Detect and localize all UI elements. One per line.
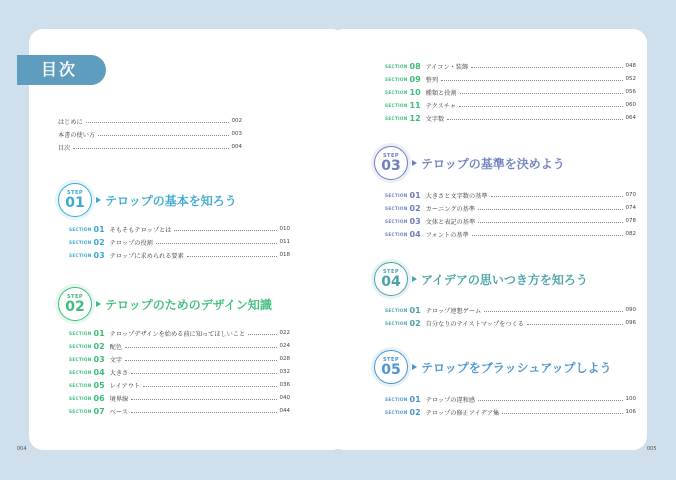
section-number: 01 <box>409 394 421 404</box>
entry-page: 003 <box>231 131 242 137</box>
leader-dots <box>131 412 277 413</box>
section-page: 040 <box>279 395 290 401</box>
leader-dots <box>459 106 623 107</box>
toc-entry[interactable] <box>58 129 242 139</box>
toc-entry[interactable] <box>69 406 290 416</box>
entry-page: 002 <box>231 118 242 124</box>
section-page: 036 <box>279 382 290 388</box>
triangle-icon <box>96 197 101 203</box>
step-title: アイデアの思いつき方を知ろう <box>421 272 588 287</box>
page-number-right: 005 <box>647 446 657 452</box>
leader-dots <box>86 122 229 123</box>
entry-label: 本書の使い方 <box>58 131 96 139</box>
section-title: テロップに求められる要素 <box>109 252 184 260</box>
section-title: 配色 <box>109 343 123 351</box>
leader-dots <box>447 119 622 120</box>
leader-dots <box>472 235 623 236</box>
section-number: 01 <box>409 305 421 315</box>
section-title: レイアウト <box>109 382 141 390</box>
toc-entry[interactable] <box>58 142 242 152</box>
triangle-icon <box>412 364 417 370</box>
toc-entry[interactable] <box>385 394 636 404</box>
section-label: SECTION <box>385 76 408 82</box>
section-number: 09 <box>409 74 421 84</box>
section-label: SECTION <box>385 205 408 211</box>
section-label: SECTION <box>385 320 408 326</box>
step-number: 05 <box>381 362 401 378</box>
step-title: テロップのためのデザイン知識 <box>105 297 272 312</box>
step-label: STEP <box>382 357 400 363</box>
section-page: 010 <box>279 226 290 232</box>
section-number: 02 <box>409 203 421 213</box>
toc-entry[interactable] <box>69 393 290 403</box>
section-label: SECTION <box>385 192 408 198</box>
section-page: 011 <box>279 239 290 245</box>
section-title: 種類と役割 <box>425 89 457 97</box>
leader-dots <box>248 334 276 335</box>
leader-dots <box>174 230 276 231</box>
toc-entry[interactable] <box>385 203 636 213</box>
section-number: 12 <box>409 113 421 123</box>
section-title: テロップデザインを始める前に知ってほしいこと <box>109 330 246 338</box>
section-page: 018 <box>279 252 290 258</box>
triangle-icon <box>412 276 417 282</box>
step-badge <box>374 146 408 180</box>
step-heading <box>374 146 565 180</box>
section-number: 02 <box>93 341 105 351</box>
section-number: 03 <box>93 354 105 364</box>
leader-dots <box>484 311 622 312</box>
section-number: 07 <box>93 406 105 416</box>
leader-dots <box>187 256 277 257</box>
toc-entry[interactable] <box>385 190 636 200</box>
toc-entry[interactable] <box>58 116 242 126</box>
leader-dots <box>478 400 622 401</box>
toc-entry[interactable] <box>385 407 636 417</box>
toc-entry[interactable] <box>385 318 636 328</box>
leader-dots <box>478 209 622 210</box>
section-number: 03 <box>93 250 105 260</box>
step-label: STEP <box>66 190 84 196</box>
leader-dots <box>478 222 622 223</box>
section-page: 052 <box>625 76 636 82</box>
section-title: ベース <box>109 408 128 416</box>
toc-entry[interactable] <box>69 224 290 234</box>
toc-entry[interactable] <box>69 237 290 247</box>
section-title: カーニングの基準 <box>425 205 476 213</box>
toc-entry[interactable] <box>385 229 636 239</box>
section-number: 11 <box>409 100 421 110</box>
section-page: 032 <box>279 369 290 375</box>
leader-dots <box>125 347 276 348</box>
section-title: そもそもテロップとは <box>109 226 172 234</box>
section-page: 024 <box>279 343 290 349</box>
section-page: 096 <box>625 320 636 326</box>
step-badge <box>374 350 408 384</box>
toc-entry[interactable] <box>385 61 636 71</box>
section-title: 大きさ <box>109 369 129 377</box>
section-number: 03 <box>409 216 421 226</box>
page-title: 目次 <box>17 55 106 85</box>
step-heading <box>374 350 611 384</box>
section-label: SECTION <box>69 408 92 414</box>
section-title: テクスチャ <box>425 102 456 110</box>
section-title: テロップ連想ゲーム <box>425 307 482 315</box>
section-page: 074 <box>625 205 636 211</box>
section-label: SECTION <box>69 330 92 336</box>
leader-dots <box>502 413 622 414</box>
section-label: SECTION <box>69 252 92 258</box>
section-page: 028 <box>279 356 290 362</box>
section-page: 106 <box>625 409 636 415</box>
step-heading <box>58 287 272 321</box>
leader-dots <box>156 243 277 244</box>
step-label: STEP <box>66 294 84 300</box>
section-label: SECTION <box>385 307 408 313</box>
step-badge <box>374 262 408 296</box>
section-number: 01 <box>409 190 421 200</box>
toc-entry[interactable] <box>385 216 636 226</box>
section-title: テロップの違和感 <box>425 396 476 404</box>
leader-dots <box>491 196 623 197</box>
page-number-left: 004 <box>17 446 27 452</box>
section-label: SECTION <box>69 239 92 245</box>
section-page: 090 <box>625 307 636 313</box>
section-title: テロップの修正アイデア集 <box>425 409 500 417</box>
leader-dots <box>460 93 623 94</box>
section-number: 05 <box>93 380 105 390</box>
step-number: 04 <box>381 274 401 290</box>
section-number: 02 <box>409 318 421 328</box>
leader-dots <box>131 399 276 400</box>
step-title: テロップの基準を決めよう <box>421 156 565 171</box>
toc-entry[interactable] <box>69 328 290 338</box>
entry-label: 目次 <box>58 144 71 152</box>
step-number: 01 <box>65 195 85 211</box>
leader-dots <box>143 386 276 387</box>
leader-dots <box>125 360 276 361</box>
section-label: SECTION <box>69 226 92 232</box>
leader-dots <box>73 148 228 149</box>
section-page: 082 <box>625 231 636 237</box>
section-label: SECTION <box>69 369 92 375</box>
toc-entry[interactable] <box>385 305 636 315</box>
section-label: SECTION <box>385 115 408 121</box>
section-number: 01 <box>93 328 105 338</box>
toc-entry[interactable] <box>385 74 636 84</box>
section-label: SECTION <box>385 218 408 224</box>
section-title: 文字 <box>109 356 123 364</box>
section-title: 整列 <box>425 76 439 84</box>
section-number: 02 <box>409 407 421 417</box>
leader-dots <box>98 135 228 136</box>
toc-entry[interactable] <box>69 354 290 364</box>
toc-entry[interactable] <box>69 341 290 351</box>
section-title: アイコン・装飾 <box>425 63 469 71</box>
step-label: STEP <box>382 269 400 275</box>
section-number: 04 <box>409 229 421 239</box>
section-page: 070 <box>625 192 636 198</box>
toc-entry[interactable] <box>69 380 290 390</box>
section-number: 01 <box>93 224 105 234</box>
entry-page: 004 <box>231 144 242 150</box>
toc-entry[interactable] <box>385 87 636 97</box>
section-title: テロップの役割 <box>109 239 153 247</box>
step-title: テロップの基本を知ろう <box>105 193 237 208</box>
step-heading <box>58 183 237 217</box>
step-title: テロップをブラッシュアップしよう <box>421 360 612 375</box>
section-page: 100 <box>625 396 636 402</box>
section-title: 境界線 <box>109 395 129 403</box>
leader-dots <box>441 80 622 81</box>
leader-dots <box>471 67 622 68</box>
section-number: 06 <box>93 393 105 403</box>
section-label: SECTION <box>69 395 92 401</box>
toc-entry[interactable] <box>69 367 290 377</box>
leader-dots <box>131 373 276 374</box>
step-badge <box>58 287 92 321</box>
step-badge <box>58 183 92 217</box>
section-title: 自分なりのテイストマップをつくる <box>425 320 524 328</box>
section-number: 10 <box>409 87 421 97</box>
triangle-icon <box>412 160 417 166</box>
section-label: SECTION <box>385 409 408 415</box>
section-page: 044 <box>279 408 290 414</box>
section-title: 文字数 <box>425 115 445 123</box>
section-label: SECTION <box>69 382 92 388</box>
section-label: SECTION <box>69 356 92 362</box>
section-page: 078 <box>625 218 636 224</box>
section-page: 048 <box>625 63 636 69</box>
section-label: SECTION <box>385 63 408 69</box>
section-title: 大きさと文字数の基準 <box>425 192 488 200</box>
section-label: SECTION <box>385 396 408 402</box>
toc-entry[interactable] <box>69 250 290 260</box>
triangle-icon <box>96 301 101 307</box>
leader-dots <box>527 324 623 325</box>
toc-entry[interactable] <box>385 100 636 110</box>
section-page: 022 <box>279 330 290 336</box>
section-label: SECTION <box>385 89 408 95</box>
section-title: 文体と表記の基準 <box>425 218 476 226</box>
step-number: 03 <box>381 158 401 174</box>
step-number: 02 <box>65 299 85 315</box>
section-number: 08 <box>409 61 421 71</box>
section-page: 060 <box>625 102 636 108</box>
toc-entry[interactable] <box>385 113 636 123</box>
section-page: 056 <box>625 89 636 95</box>
entry-label: はじめに <box>58 118 83 126</box>
section-label: SECTION <box>69 343 92 349</box>
section-label: SECTION <box>385 102 408 108</box>
step-heading <box>374 262 588 296</box>
section-number: 04 <box>93 367 105 377</box>
section-page: 064 <box>625 115 636 121</box>
section-number: 02 <box>93 237 105 247</box>
section-label: SECTION <box>385 231 408 237</box>
step-label: STEP <box>382 153 400 159</box>
section-title: フォントの基準 <box>425 231 469 239</box>
